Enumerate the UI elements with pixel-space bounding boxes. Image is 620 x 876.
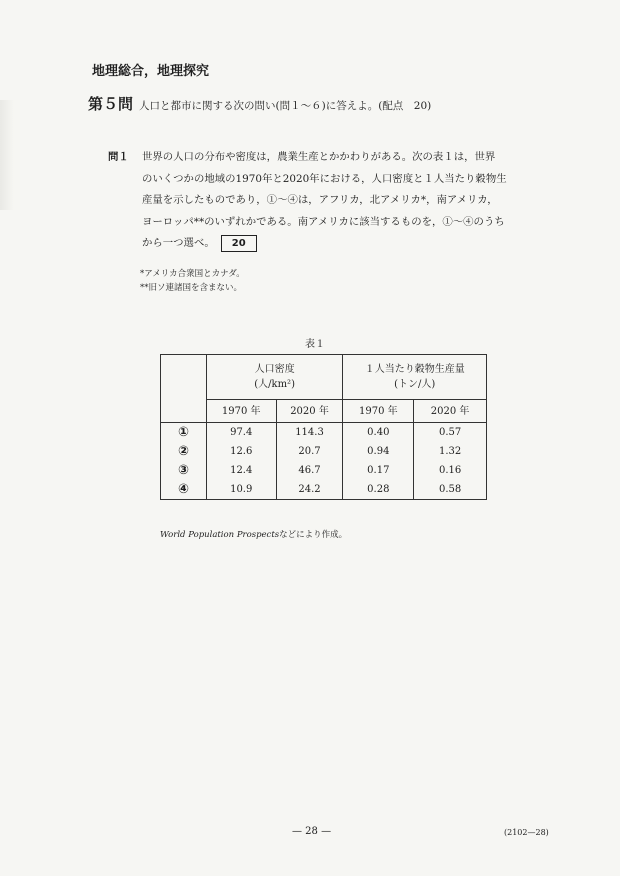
table-cell: 114.3 — [276, 423, 343, 443]
table-cell: 0.17 — [343, 461, 414, 480]
table-caption: 表１ — [305, 339, 325, 350]
table-row — [161, 480, 487, 500]
footnote: *アメリカ合衆国とカナダ。 — [140, 269, 245, 279]
table-cell: 10.9 — [206, 480, 276, 500]
question-text: 人口と都市に関する次の問い(問１～６)に答えよ。(配点 20) — [139, 100, 432, 112]
table-corner-cell — [161, 355, 207, 423]
table-row — [161, 423, 487, 443]
table-cell: 0.94 — [343, 442, 414, 461]
table-row — [161, 461, 487, 480]
subquestion-line: のいくつかの地域の1970年と2020年における，人口密度と１人当たり穀物生 — [142, 172, 507, 185]
footnote: **旧ソ連諸国を含まない。 — [140, 283, 243, 293]
question-number: 第５問 — [88, 95, 134, 113]
subject-title: 地理総合，地理探究 — [92, 64, 210, 79]
source-title: World Population Prospects — [160, 530, 280, 540]
scan-edge-shadow — [0, 100, 14, 210]
footnotes — [140, 267, 245, 295]
table-cell: 20.7 — [276, 442, 343, 461]
subquestion-line: 世界の人口の分布や密度は，農業生産とかかわりがある。次の表１は，世界 — [142, 151, 496, 163]
header-grain-unit: (トン/人) — [394, 379, 436, 390]
subquestion-label: 問１ — [108, 151, 129, 163]
subquestion-line-last — [112, 233, 572, 255]
header-grain-per-capita — [343, 355, 487, 400]
table-cell: 0.28 — [343, 480, 414, 500]
row-marker: ③ — [161, 461, 207, 480]
row-marker: ① — [161, 423, 207, 443]
subquestion-line-text: から一つ選べ。 — [142, 237, 215, 249]
answer-box: 20 — [221, 235, 257, 252]
header-grain-line1: １人当たり穀物生産量 — [364, 364, 465, 375]
table-cell: 12.4 — [206, 461, 276, 480]
table-cell: 0.58 — [414, 480, 487, 500]
table-cell: 1.32 — [414, 442, 487, 461]
table-cell: 46.7 — [276, 461, 343, 480]
subquestion-line: ヨーロッパ**のいずれかである。南アメリカに該当するものを，①～④のうち — [142, 215, 505, 228]
header-population-density — [206, 355, 343, 400]
year-header: 1970 年 — [206, 400, 276, 423]
row-marker: ④ — [161, 480, 207, 500]
row-marker: ② — [161, 442, 207, 461]
page-number: — 28 — — [292, 826, 332, 837]
source-rest: などにより作成。 — [279, 530, 348, 540]
table-cell: 12.6 — [206, 442, 276, 461]
year-header: 2020 年 — [276, 400, 343, 423]
year-header: 2020 年 — [414, 400, 487, 423]
subquestion — [108, 147, 572, 255]
table-cell: 0.57 — [414, 423, 487, 443]
subquestion-line: 産量を示したものであり，①～④は，アフリカ，北アメリカ*，南アメリカ， — [142, 194, 498, 206]
header-population-density-unit: (人/km²) — [254, 379, 295, 390]
data-table — [160, 354, 487, 500]
table-row — [161, 442, 487, 461]
table-cell: 0.16 — [414, 461, 487, 480]
table-cell: 24.2 — [276, 480, 343, 500]
page-code: (2102—28) — [504, 828, 549, 837]
table-cell: 0.40 — [343, 423, 414, 443]
year-header: 1970 年 — [343, 400, 414, 423]
table-cell: 97.4 — [206, 423, 276, 443]
header-population-density-line1: 人口密度 — [254, 364, 295, 375]
table-source — [160, 528, 347, 540]
question-header — [88, 93, 431, 114]
